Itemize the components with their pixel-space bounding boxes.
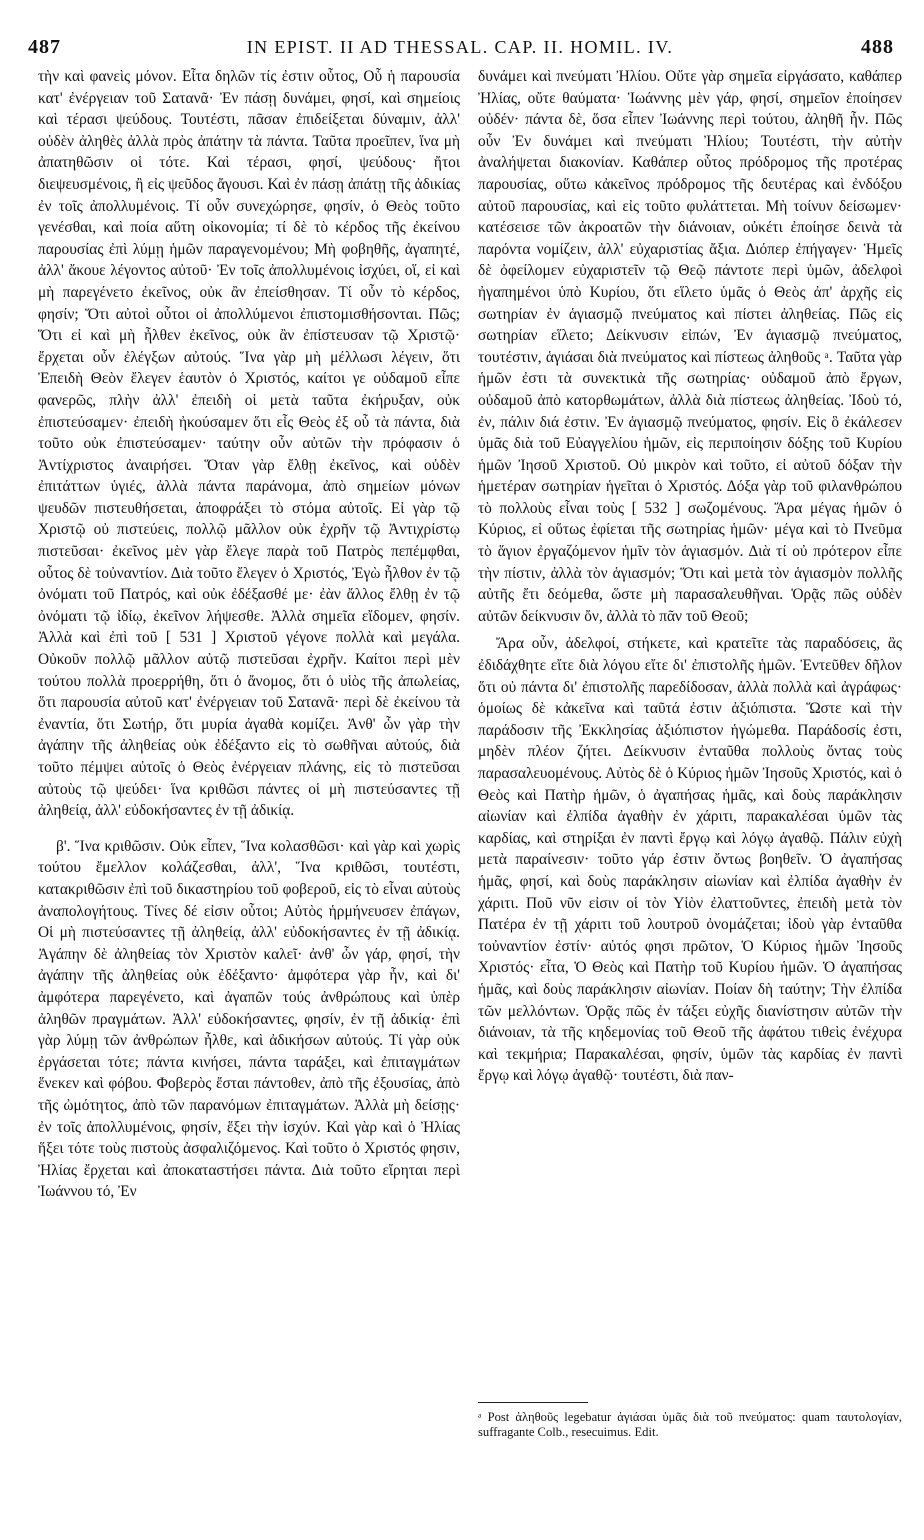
right-column bbox=[478, 66, 902, 1087]
left-paragraph-1: τὴν καὶ φανεὶς μόνον. Εἶτα δηλῶν τίς ἐστιν οὗτος, Οὗ ἡ παρουσία κατ' ἐνέργειαν τοῦ Σατανᾶ· Ἐν πάσῃ δυνάμει, φησί, καὶ σημείοις καὶ τέρασι ψεύδους. Τουτέστι, πᾶσαν ἐπιδείξεται δύναμιν, ἀλλ' οὐδὲν ἀληθὲς ἀλλὰ πρὸς ἀπάτην τὰ πάντα. Ταῦτα προεῖπεν, ἵνα μὴ ἀπατηθῶσιν οἱ τότε. Καὶ τέρασι, φησί, ψεύδους· ἤτοι διεψευσμένοις, ἢ εἰς ψεῦδος ἄγουσι. Καὶ ἐν πάσῃ ἀπάτῃ τῆς ἀδικίας ἐν τοῖς ἀπολλυμένοις. Τί οὖν συνεχώρησε, φησίν, ὁ Θεὸς τοῦτο γενέσθαι, καὶ ποία αὕτη οἰκονομία; τί δὲ τὸ κέρδος τῆς ἐκείνου παρουσίας ἐπὶ λύμῃ ἡμῶν παραγενομένου; Μὴ φοβηθῆς, ἀγαπητέ, ἀλλ' ἄκουε λέγοντος αὐτοῦ· Ἐν τοῖς ἀπολλυμένοις ἰσχύει, οἵ, εἰ καὶ μὴ παρεγένετο ἐκεῖνος, οὐκ ἂν ἐπείσθησαν. Τί οὖν τὸ κέρδος, φησίν; Ὅτι αὐτοὶ οὗτοι οἱ ἀπολλύμενοι ἐπιστομισθήσονται. Πῶς; Ὅτι εἰ καὶ μὴ ἦλθεν ἐκεῖνος, οὐκ ἂν ἐπίστευσαν τῷ Χριστῷ· ἔρχεται οὖν ἐλέγξων αὐτούς. Ἵνα γὰρ μὴ μέλλωσι λέγειν, ὅτι Ἐπειδὴ Θεὸν ἔλεγεν ἑαυτὸν ὁ Χριστός, καίτοι γε οὐδαμοῦ εἶπε φανερῶς, πλὴν ἀλλ' ἐπειδὴ οἱ μετὰ ταῦτα ἐκήρυξαν, οὐκ ἐπιστεύσαμεν· ἐπειδὴ ἠκούσαμεν ὅτι εἷς Θεὸς ἐξ οὗ τὰ πάντα, διὰ τοῦτο οὐκ ἐπιστεύσαμεν· ταύτην οὖν αὐτῶν τὴν πρόφασιν ὁ Ἀντίχριστος ἀναιρήσει. Ὅταν γὰρ ἔλθῃ ἐκεῖνος, καὶ οὐδὲν ἐπιτάττων ὑγιές, ἀλλὰ πάντα παράνομα, ἀπὸ σημείων μόνων ψευδῶν πιστευθήσεται, ἀποφράξει τὸ στόμα αὐτοῖς. Εἰ γὰρ τῷ Χριστῷ οὐ πιστεύεις, πολλῷ μᾶλλον οὐκ ἐχρῆν τῷ Ἀντιχρίστῳ πιστεῦσαι· ἐκεῖνος μὲν γὰρ ἔλεγε παρὰ τοῦ Πατρὸς πεπέμφθαι, οὗτος δὲ τοὐναντίον. Διὰ τοῦτο ἔλεγεν ὁ Χριστός, Ἐγὼ ἦλθον ἐν τῷ ὀνόματι τοῦ Πατρός, καὶ οὐκ ἐδέξασθέ με· ἐὰν ἄλλος ἔλθῃ ἐν τῷ ὀνόματι τῷ ἰδίῳ, ἐκεῖνον λήψεσθε. Ἀλλὰ σημεῖα εἴδομεν, φησίν. Ἀλλὰ καὶ ἐπὶ τοῦ [ 531 ] Χριστοῦ γέγονε πολλὰ καὶ μεγάλα. Οὐκοῦν πολλῷ μᾶλλον αὐτῷ πιστεῦσαι ἐχρῆν. Καίτοι περὶ μὲν τούτου πολλὰ προερρήθη, ὅτι ὁ ἄνομος, ὅτι ὁ υἱὸς τῆς ἀπωλείας, ὅτι παρουσία αὐτοῦ κατ' ἐνέργειαν τοῦ Σατανᾶ· περὶ δὲ ἐκείνου τὰ ἐναντία, ὅτι Σωτήρ, ὅτι μυρία ἀγαθὰ κομίζει. Ἀνθ' ὧν γὰρ τὴν ἀγάπην τῆς ἀληθείας οὐκ ἐδέξαντο εἰς τὸ σωθῆναι αὐτούς, διὰ τοῦτο πέμψει αὐτοῖς ὁ Θεὸς ἐνέργειαν πλάνης, εἰς τὸ πιστεῦσαι αὐτοὺς τῷ ψεύδει· ἵνα κριθῶσι πάντες οἱ μὴ πιστεύσαντες τῇ ἀληθείᾳ, ἀλλ' εὐδοκήσαντες ἐν τῇ ἀδικίᾳ. bbox=[38, 68, 460, 820]
right-paragraph-1: δυνάμει καὶ πνεύματι Ἠλίου. Οὔτε γὰρ σημεῖα εἰργάσατο, καθάπερ Ἠλίας, οὔτε θαύματα· Ἰωάννης μὲν γάρ, φησί, σημεῖον ἐποίησεν οὐδέν· πάντα δὲ, ὅσα εἶπεν Ἰωάννης περὶ τούτου, ἀληθῆ ἦν. Πῶς οὖν Ἐν δυνάμει καὶ πνεύματι Ἠλίου; Τουτέστι, τὴν αὐτὴν ἀναλήψεται διακονίαν. Καθάπερ οὗτος πρόδρομος τῆς προτέρας παρουσίας, οὕτω κἀκεῖνος πρόδρομος τῆς δευτέρας καὶ ἐνδόξου αὐτοῦ παρουσίας, καὶ εἰς τοῦτο φυλάττεται. Μὴ τοίνυν δείσωμεν· κατέσεισε τῶν ἀκροατῶν τὴν διάνοιαν, οὐκέτι ἐποίησε δεινὰ τὰ παρόντα νομίζειν, ἀλλ' εὐχαριστίας ἄξια. Διόπερ ἐπήγαγεν· Ἡμεῖς δὲ ὀφείλομεν εὐχαριστεῖν τῷ Θεῷ πάντοτε περὶ ὑμῶν, ἀδελφοὶ ἠγαπημένοι ὑπὸ Κυρίου, ὅτι εἵλετο ὑμᾶς ὁ Θεὸς ἀπ' ἀρχῆς εἰς σωτηρίαν ἐν ἁγιασμῷ πνεύματος καὶ πίστει ἀληθείας. Πῶς εἰς σωτηρίαν εἵλετο; Δείκνυσιν εἰπών, Ἐν ἁγιασμῷ πνεύματος, τουτέστιν, ἁγιάσαι διὰ πνεύματος καὶ πίστεως ἀληθοῦς ᵃ. Ταῦτα γὰρ ἡμῶν ἐστι τὰ συνεκτικὰ τῆς σωτηρίας· οὐδαμοῦ ἀπὸ ἔργων, οὐδαμοῦ ἀπὸ κατορθωμάτων, ἀλλὰ διὰ πίστεως ἀληθείας. Ἰδοὺ τό, ἐν, πάλιν διά ἐστιν. Ἐν ἁγιασμῷ πνεύματος, φησίν. Εἰς ὃ ἐκάλεσεν ὑμᾶς διὰ τοῦ Εὐαγγελίου ἡμῶν, εἰς περιποίησιν δόξης τοῦ Κυρίου ἡμῶν Ἰησοῦ Χριστοῦ. Οὐ μικρὸν καὶ τοῦτο, εἰ αὐτοῦ δόξαν τὴν ἡμετέραν σωτηρίαν ἡγεῖται ὁ Χριστός. Δόξα γὰρ τοῦ φιλανθρώπου τὸ πολλοὺς εἶναι τοὺς [ 532 ] σωζομένους. Ἄρα μέγας ἡμῶν ὁ Κύριος, εἰ οὕτως ἐφίεται τῆς σωτηρίας ἡμῶν· μέγα καὶ τὸ Πνεῦμα τὸ ἅγιον ἐργαζόμενον ἡμῖν τὸν ἁγιασμόν. Διὰ τί οὐ πρότερον εἶπε τὴν πίστιν, ἀλλὰ τὸν ἁγιασμόν; Ὅτι καὶ μετὰ τὸν ἁγιασμὸν πολλῆς αὐτῆς ἔτι δεόμεθα, ὥστε μὴ παρασαλευθῆναι. Ὁρᾷς πῶς οὐδὲν αὐτῶν δείκνυσιν ὄν, ἀλλὰ τὸ πᾶν τοῦ Θεοῦ; bbox=[478, 68, 902, 625]
page-number-left: 487 bbox=[28, 36, 61, 58]
right-paragraph-2: Ἄρα οὖν, ἀδελφοί, στήκετε, καὶ κρατεῖτε τὰς παραδόσεις, ἃς ἐδιδάχθητε εἴτε διὰ λόγου εἴτε δι' ἐπιστολῆς ἡμῶν. Ἐντεῦθεν δῆλον ὅτι οὐ πάντα δι' ἐπιστολῆς παρεδίδοσαν, ἀλλὰ πολλὰ καὶ ἀγράφως· ὁμοίως δὲ κἀκεῖνα καὶ ταῦτά ἐστιν ἀξιόπιστα. Ὥστε καὶ τὴν παράδοσιν τῆς Ἐκκλησίας ἀξιόπιστον ἡγώμεθα. Παράδοσίς ἐστι, μηδὲν πλέον ζήτει. Δείκνυσιν ἐνταῦθα πολλοὺς ὄντας τοὺς παρασαλευομένους. Αὐτὸς δὲ ὁ Κύριος ἡμῶν Ἰησοῦς Χριστός, καὶ ὁ Θεὸς καὶ Πατὴρ ἡμῶν, ὁ ἀγαπήσας ἡμᾶς, καὶ δοὺς παράκλησιν αἰωνίαν καὶ ἐλπίδα ἀγαθὴν ἐν χάριτι, παρακαλέσαι ὑμῶν τὰς καρδίας, καὶ στηρίξαι ἐν παντὶ ἔργῳ καὶ λόγῳ ἀγαθῷ. Πάλιν εὐχὴ μετὰ παραίνεσιν· τοῦτο γάρ ἐστιν ὄντως βοηθεῖν. Ὁ ἀγαπήσας ἡμᾶς, φησί, καὶ δοὺς παράκλησιν αἰωνίαν καὶ ἐλπίδα ἀγαθὴν ἐν χάριτι. Ποῦ νῦν εἰσιν οἱ τὸν Υἱὸν ἐλαττοῦντες, ἐπειδὴ μετὰ τὸν Πατέρα ἐν τῇ χάριτι τοῦ λουτροῦ ὀνομάζεται; ἰδοὺ γὰρ ἐνταῦθα τοὐναντίον ἐστίν· αὐτός φησι πρῶτον, Ὁ Κύριος ἡμῶν Ἰησοῦς Χριστός· εἶτα, Ὁ Θεὸς καὶ Πατὴρ τοῦ Κυρίου ἡμῶν. Ὁ ἀγαπήσας ἡμᾶς, καὶ δοὺς παράκλησιν αἰωνίαν. Ποίαν δὴ ταύτην; Τὴν ἐλπίδα τῶν μελλόντων. Ὁρᾷς πῶς ἐν τάξει εὐχῆς διανίστησιν αὐτῶν τὴν διάνοιαν, τὰ τῆς κηδεμονίας τοῦ Θεοῦ τῆς ἀφάτου τιθεὶς ἐνέχυρα καὶ τεκμήρια; Παρακαλέσαι, φησίν, ὑμῶν τὰς καρδίας ἐν παντὶ ἔργῳ καὶ λόγῳ ἀγαθῷ· τουτέστι, διὰ παν- bbox=[478, 635, 902, 1085]
left-paragraph-2: β'. Ἵνα κριθῶσιν. Οὐκ εἶπεν, Ἵνα κολασθῶσι· καὶ γὰρ καὶ χωρὶς τούτου ἔμελλον κολάζεσθαι, ἀλλ', Ἵνα κριθῶσι, τουτέστι, κατακριθῶσιν ἐπὶ τοῦ δικαστηρίου τοῦ φοβεροῦ, εἰς τὸ εἶναι αὐτοὺς ἀναπολογήτους. Τίνες δέ εἰσιν οὗτοι; Αὐτὸς ἡρμήνευσεν ἐπάγων, Οἱ μὴ πιστεύσαντες τῇ ἀληθείᾳ, ἀλλ' εὐδοκήσαντες ἐν τῇ ἀδικίᾳ. Ἀγάπην δὲ ἀληθείας τὸν Χριστὸν καλεῖ· ἀνθ' ὧν γάρ, φησί, τὴν ἀγάπην τῆς ἀληθείας οὐκ ἐδέξαντο· ἀμφότερα γὰρ ἦν, καὶ δι' ἀμφότερα παρεγένετο, καὶ ἀγαπῶν τούς ἀνθρώπους καὶ ὑπὲρ ἀληθῶν πραγμάτων. Ἀλλ' εὐδοκήσαντες, φησίν, ἐν τῇ ἀδικίᾳ· ἐπὶ γὰρ λύμῃ τῶν ἀνθρώπων ἦλθε, καὶ ἀδικήσων αὐτούς. Τί γὰρ οὐκ ἐργάσεται τότε; πάντα κινήσει, πάντα ταράξει, καὶ ἐπιταγμάτων ἕνεκεν καὶ φόβου. Φοβερὸς ἔσται πάντοθεν, ἀπὸ τῆς ἐξουσίας, ἀπὸ τῆς ὠμότητος, ἀπὸ τῶν παρανόμων ἐπιταγμάτων. Ἀλλὰ μὴ δείσῃς· ἐν τοῖς ἀπολλυμένοις, φησίν, ἕξει τὴν ἰσχύν. Καὶ γὰρ καὶ ὁ Ἠλίας ἥξει τότε τοὺς πιστοὺς ἀσφαλιζόμενος. Καὶ τοῦτο ὁ Χριστός φησιν, Ἠλίας ἔρχεται καὶ ἀποκαταστήσει πάντα. Διὰ τοῦτο εἴρηται περὶ Ἰωάννου τό, Ἐν bbox=[38, 837, 460, 1201]
left-column bbox=[38, 66, 460, 1203]
running-head bbox=[26, 36, 894, 62]
running-title: IN EPIST. II AD THESSAL. CAP. II. HOMIL. IV. bbox=[246, 37, 674, 57]
footnote: ᵃ Post ἀληθοῦς legebatur ἁγιάσαι ὑμᾶς διὰ τοῦ πνεύματος: quam ταυτολογίαν, suffragante Colb., resecuimus. Edit. bbox=[478, 1410, 902, 1440]
page-number-right: 488 bbox=[861, 36, 894, 58]
footnote-divider bbox=[478, 1402, 588, 1403]
